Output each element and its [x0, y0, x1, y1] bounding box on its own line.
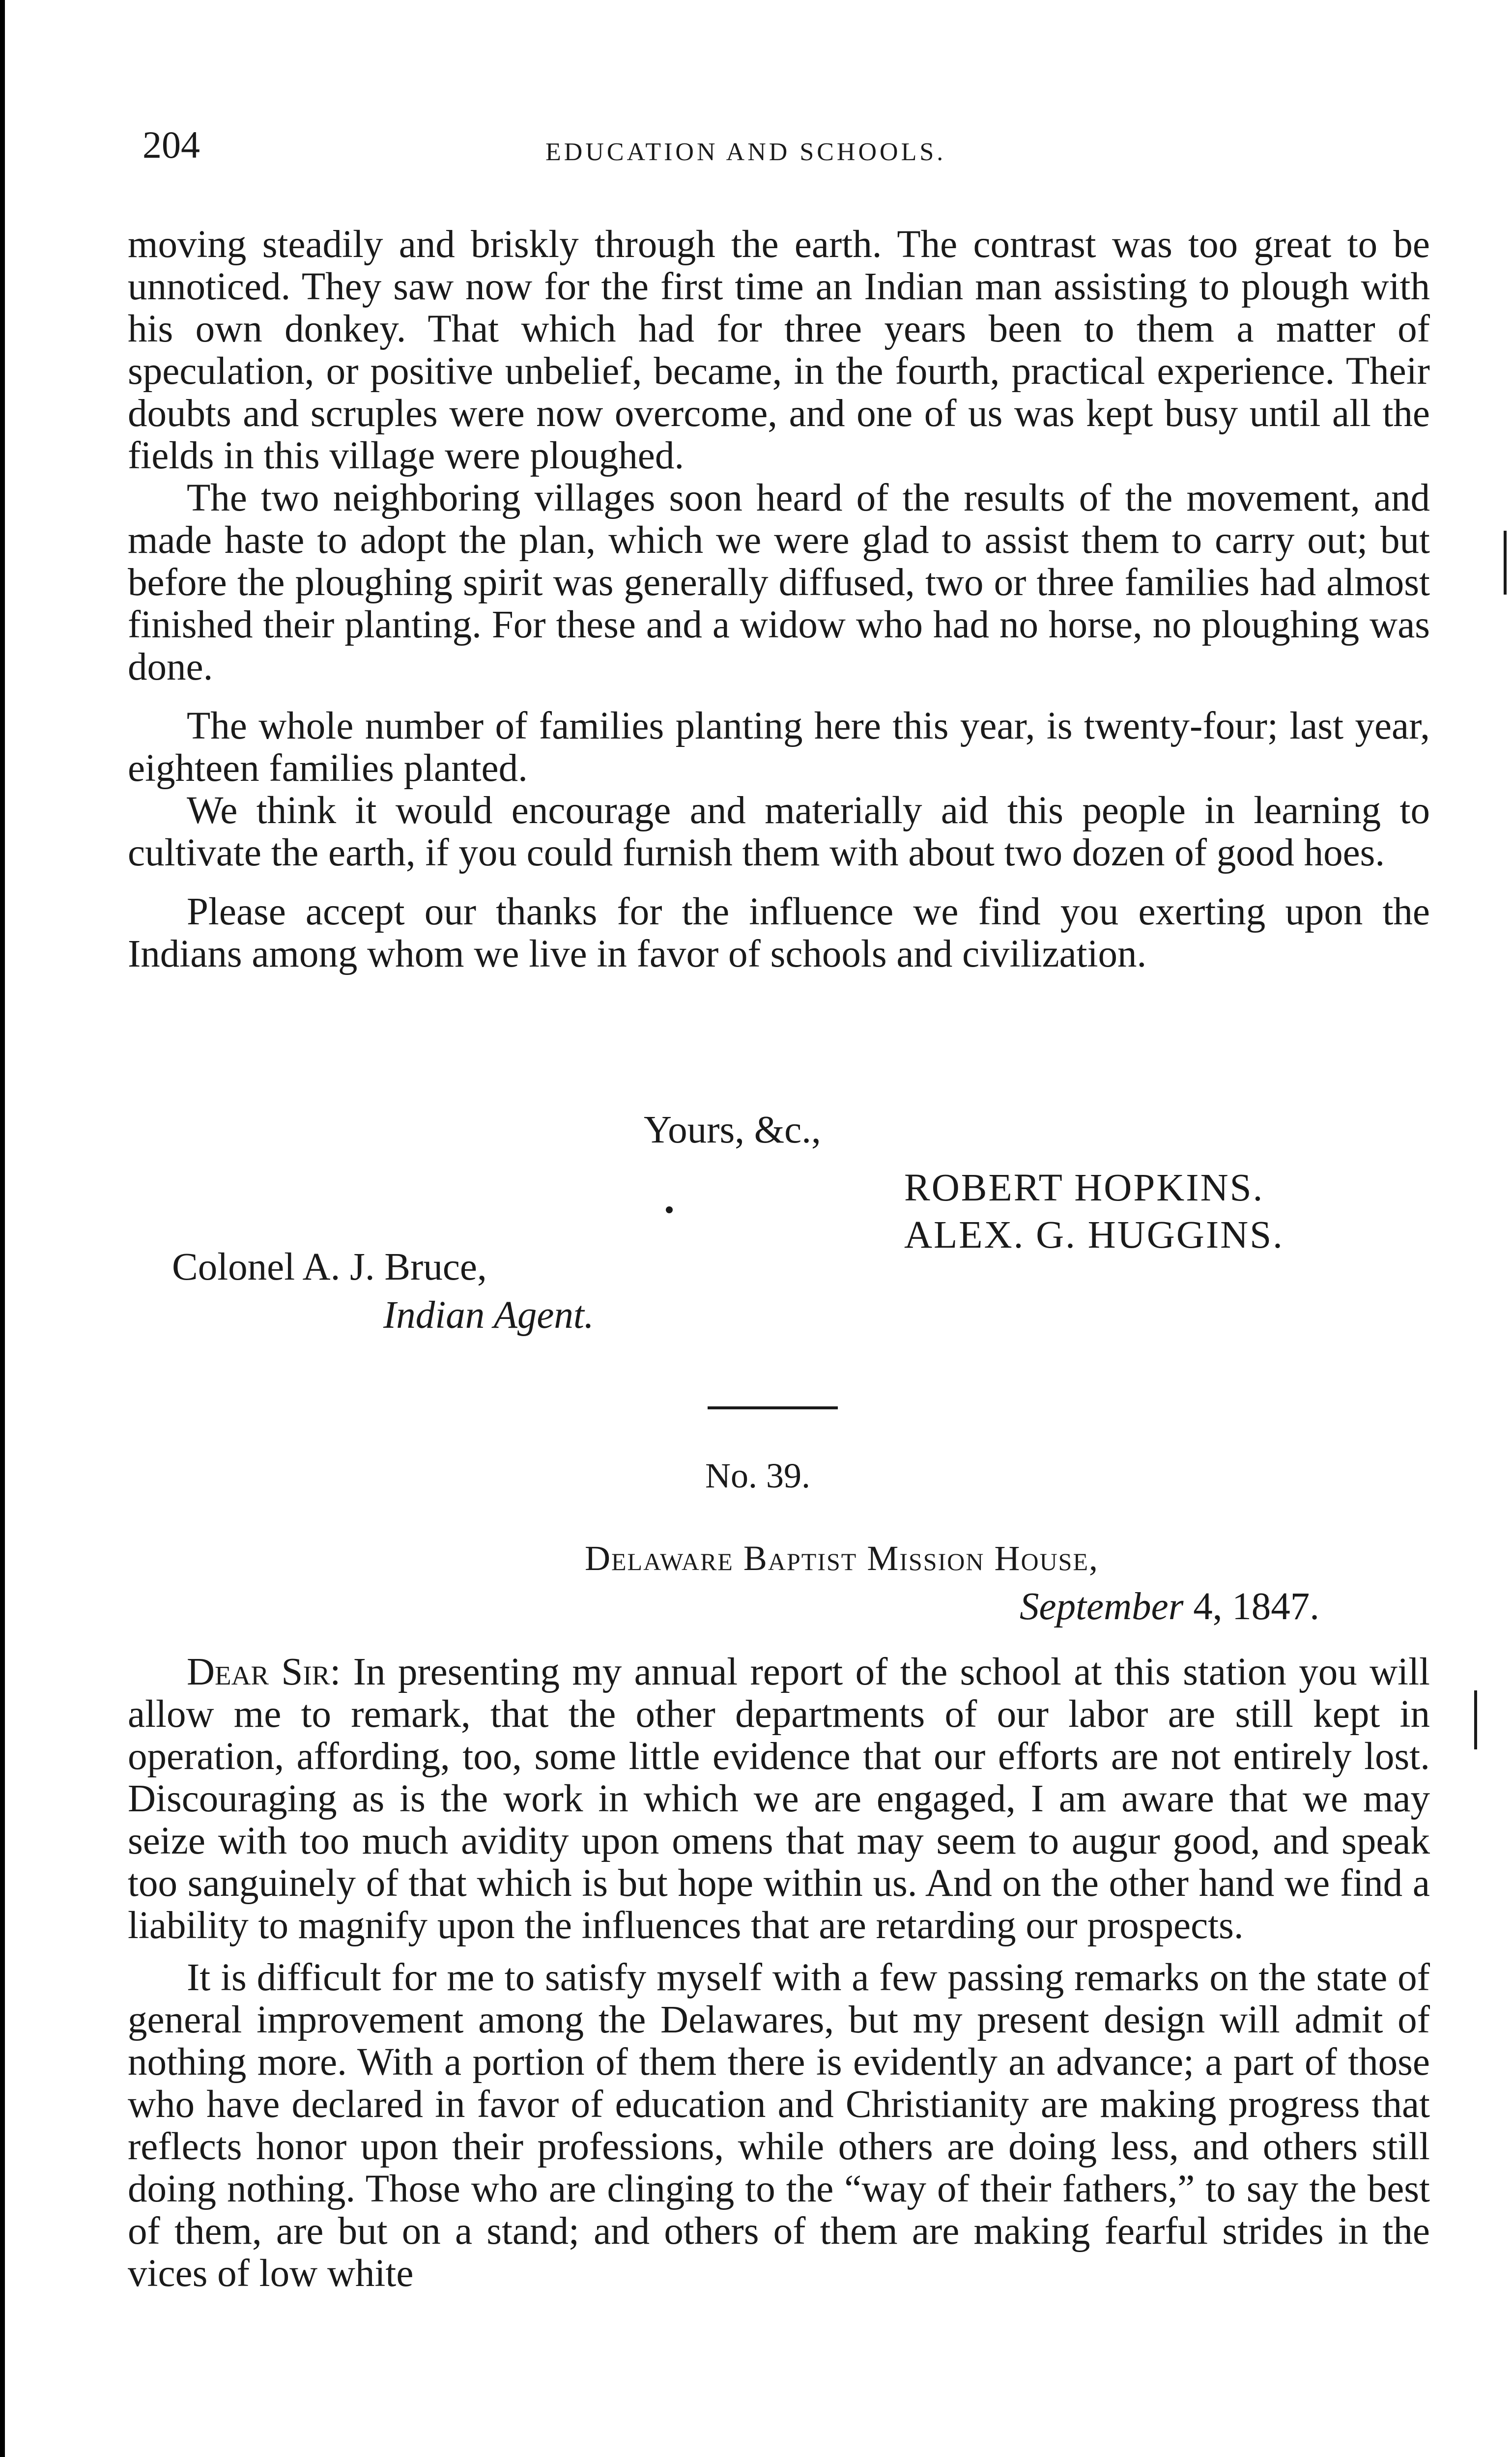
book-page: [5, 0, 1512, 2457]
page-header: [138, 123, 1435, 177]
letter-closing: Yours, &c.,: [644, 1109, 821, 1151]
date-day-year: 4, 1847.: [1183, 1585, 1319, 1628]
paragraph: Please accept our thanks for the influence we find you exerting upon the Indians among whom we live in favor of schools and civilization.: [128, 890, 1430, 975]
salutation: Dear Sir:: [187, 1651, 341, 1693]
date-month: September: [1020, 1585, 1184, 1628]
running-head: EDUCATION AND SCHOOLS.: [545, 138, 946, 166]
paragraph: moving steadily and briskly through the earth. The contrast was too great to be unnoticed. They saw now for the first time an Indian man assisting to plough with his own donkey. That which had for three years been to them a matter of speculation, or positive unbelief, became, in the fourth, practical experience. Their doubts and scruples were now overcome, and one of us was kept busy until all the fields in this village were ploughed.: [128, 223, 1430, 477]
signer-name: ROBERT HOPKINS.: [904, 1167, 1264, 1209]
signer-name: ALEX. G. HUGGINS.: [904, 1214, 1284, 1257]
paragraph: The whole number of families planting here this year, is twenty-four; last year, eighteen families planted.: [128, 705, 1430, 790]
paragraph: We think it would encourage and materially aid this people in learning to cultivate the earth, if you could furnish them with about two dozen of good hoes.: [128, 789, 1430, 874]
page-number: 204: [143, 123, 200, 166]
paragraph: [128, 1651, 1430, 1947]
margin-mark: [1504, 531, 1507, 595]
paragraph-text: In presenting my annual report of the school at this station you will allow me to remark, that the other departments of our labor are still kept in operation, affording, too, some little evidence that our efforts are not entirely lost. Discouraging as is the work in which we are engaged, I am aware that we may seize with too much avidity upon omens that may seem to augur good, and speak too sanguinely of that which is but hope within us. And on the other hand we find a liability to magnify upon the influences that are retarding our prospects.: [128, 1651, 1430, 1947]
ink-dot: [666, 1206, 673, 1213]
section-divider: [708, 1406, 838, 1409]
letter-place: Delaware Baptist Mission House,: [585, 1539, 1099, 1578]
recipient-name: Colonel A. J. Bruce,: [172, 1246, 487, 1288]
letter-two-body: [128, 1651, 1430, 2295]
paragraph: It is difficult for me to satisfy myself with a few passing remarks on the state of general improvement among the Delawares, but my present design will admit of nothing more. With a portion of them there is evidently an advance; a part of those who have declared in favor of education and Christianity are making progress that reflects honor upon their professions, while others are doing less, and others still doing nothing. Those who are clinging to the “way of their fathers,” to say the best of them, are but on a stand; and others of them are making fearful strides in the vices of low white: [128, 1956, 1430, 2295]
margin-mark: [1474, 1690, 1477, 1749]
letter-date: [1020, 1585, 1319, 1629]
letter-one-body: [128, 224, 1430, 975]
paragraph: The two neighboring villages soon heard of the results of the movement, and made haste to adopt the plan, which we were glad to assist them to carry out; but before the ploughing spirit was generally diffused, two or three families had almost finished their planting. For these and a widow who had no horse, no ploughing was done.: [128, 477, 1430, 688]
recipient-block: [172, 1243, 594, 1340]
recipient-title: Indian Agent.: [383, 1294, 594, 1337]
document-number: No. 39.: [705, 1456, 810, 1495]
signature-block: [904, 1165, 1284, 1259]
